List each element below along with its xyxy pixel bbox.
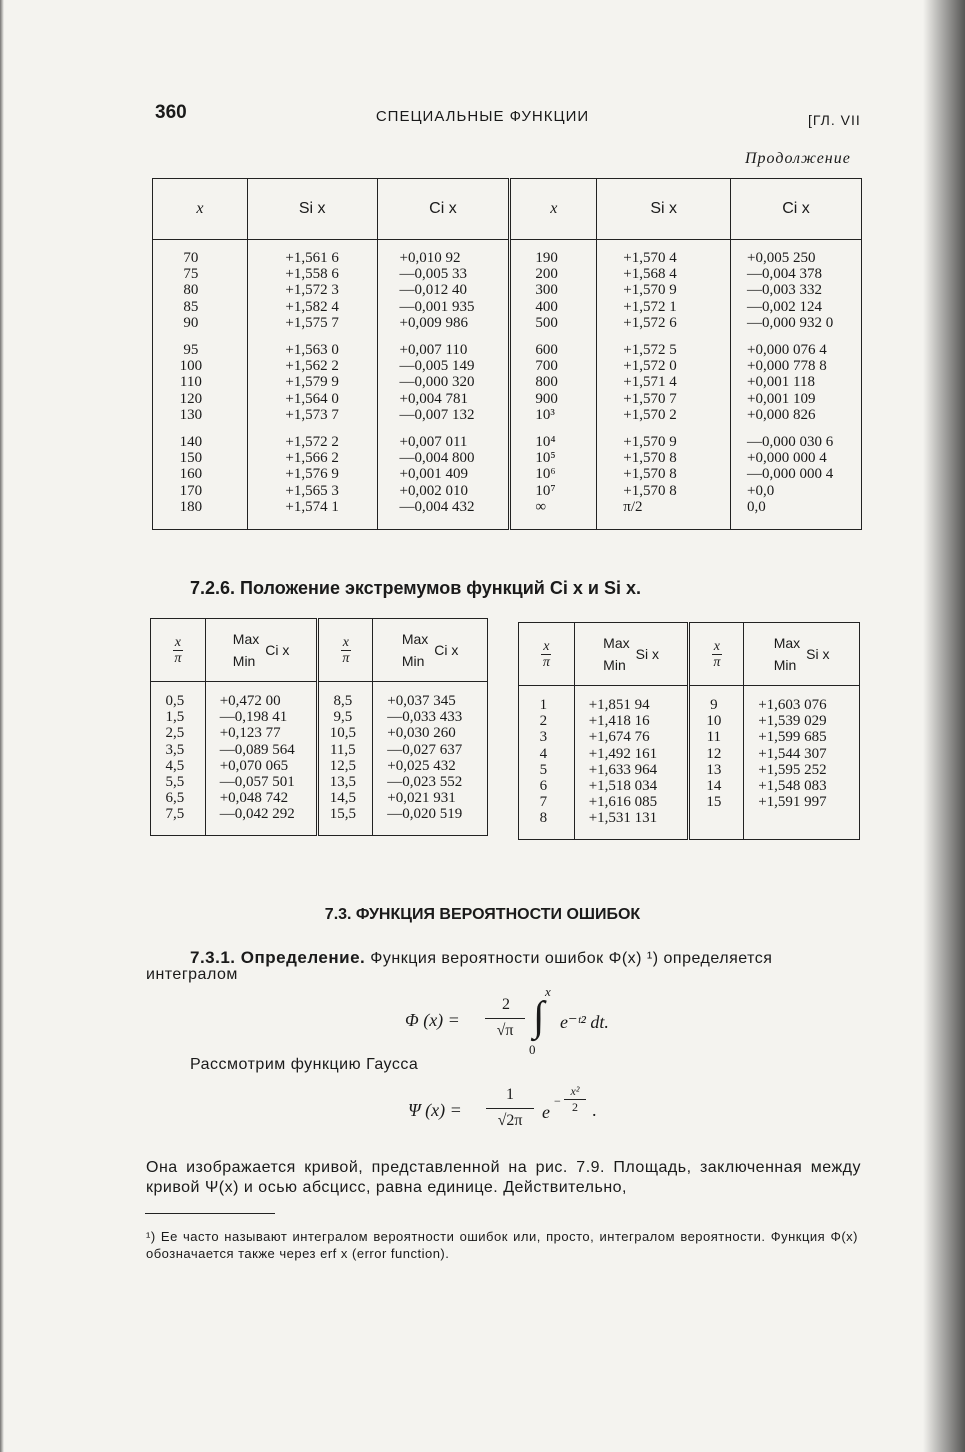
ci-col-values-right [373,682,488,836]
table-cell: +0,001 118 [747,374,815,391]
table-cell: 15 [706,794,722,811]
table-cell: +1,574 1 [285,498,339,515]
table-cell: 100 [179,358,203,375]
table-cell: ∞ [535,498,547,515]
table-cell: —0,027 637 [387,741,463,758]
si-ci-table [152,178,862,530]
table-cell: 700 [535,358,558,375]
table-cell: +1,603 076 [758,697,827,713]
table-cell: 0,0 [747,498,766,515]
running-title: СПЕЦИАЛЬНЫЕ ФУНКЦИИ [375,108,590,125]
table-cell: —0,057 501 [219,774,295,791]
table-cell: 10⁶ [535,466,556,483]
table-cell: 85 [183,298,199,315]
scan-right-edge [923,0,965,1452]
table-cell: +0,002 010 [399,482,468,499]
ci-header-x-right: $\frac{x}{\pi}$ [318,619,373,682]
table-cell: 10⁵ [535,450,556,467]
table-cell: —0,000 030 6 [747,434,834,451]
table-cell: +1,548 083 [758,778,827,795]
table-cell: 1 [539,697,548,713]
table-cell: +1,570 7 [623,390,677,407]
table-cell: +1,674 76 [588,729,650,746]
table-cell: 9 [710,697,718,713]
psi-exp-sign: − [554,1094,561,1108]
table-cell: 11 [706,729,722,746]
table-cell: +1,570 9 [623,282,677,299]
psi-denominator: √2π [497,1112,523,1129]
table-cell: 7 [539,794,548,811]
table-cell: +1,561 6 [285,250,339,266]
table-cell: 90 [183,314,199,331]
column-ci-right [731,240,862,530]
si-header-ext-left: Max MinSi x [574,623,689,686]
ci-col-values-left [205,682,318,836]
table-cell: +1,616 085 [588,794,658,811]
ci-extrema-table [150,618,488,836]
table-cell: +1,576 9 [285,466,339,483]
table-cell: +1,570 8 [623,482,677,499]
table-cell: +0,000 826 [747,406,816,423]
table-cell: +1,595 252 [758,761,827,778]
integral-sign: ∫ [533,994,545,1040]
table-cell: 15,5 [329,806,356,823]
table-cell: 2,5 [165,725,185,742]
si-header-x-right: $\frac{x}{\pi}$ [689,623,744,686]
ci-header-x-left: $\frac{x}{\pi}$ [151,619,206,682]
table-cell: 800 [535,374,558,391]
table-cell: 500 [535,314,558,331]
section-731-line [190,948,870,968]
table-cell: +1,599 685 [758,729,827,746]
table-cell: 5,5 [165,774,185,791]
section-731-continuation: интегралом [146,966,238,983]
table-cell: +1,566 2 [285,450,339,467]
si-header-x-left: $\frac{x}{\pi}$ [519,623,575,686]
table-cell: +0,001 409 [399,466,468,483]
table-cell: +1,571 4 [623,374,677,391]
si-extrema-table [518,622,860,840]
table-cell: 13 [706,761,722,778]
table-cell: 140 [179,434,203,451]
table-cell: +0,000 000 4 [747,450,827,467]
table-cell: +1,531 131 [588,810,658,827]
table-cell: +1,418 16 [588,713,650,730]
table-cell: 160 [179,466,203,483]
table-cell: —0,004 800 [399,450,475,467]
si-col-x-left [519,686,575,840]
table-cell: 10³ [535,406,555,423]
table-cell: 3,5 [165,741,185,758]
si-col-values-right [744,686,860,840]
continuation-label: Продолжение [745,150,851,167]
table-cell: —0,000 932 0 [747,314,834,331]
table-cell: 4,5 [165,757,185,774]
table-cell: 1,5 [165,709,185,726]
footnote: ¹) Ее часто называют интегралом вероятности ошибок или, просто, интегралом вероятности. Функция Φ(x) обозначается также через erf x (error function). [146,1229,858,1261]
table-cell: +1,564 0 [285,390,339,407]
table-cell: —0,004 432 [399,498,475,515]
section-731-text: Функция вероятности ошибок Φ(x) ¹) определяется [370,950,773,967]
phi-lhs: Φ (x) = [405,1010,460,1030]
table-cell: —0,089 564 [219,741,295,758]
table-cell: —0,004 378 [747,266,823,283]
table-cell: +1,570 8 [623,466,677,483]
table-cell: 75 [183,266,199,283]
table-cell: +0,004 781 [399,390,468,407]
si-col-x-right [689,686,744,840]
table-cell: +1,851 94 [588,697,650,713]
phi-integrand: e⁻ᵗ² dt. [560,1012,609,1032]
table-cell: π/2 [623,498,643,515]
table-cell: +0,021 931 [387,790,456,807]
table-cell: +1,518 034 [588,778,658,795]
table-cell: +0,007 011 [399,434,468,451]
psi-exp-base: e [542,1102,550,1122]
table-cell: +0,472 00 [219,693,281,709]
column-ci-left [377,240,510,530]
section-73-title: 7.3. ФУНКЦИЯ ВЕРОЯТНОСТИ ОШИБОК [324,906,641,923]
header-si-right: Si x [597,179,731,240]
table-cell: +1,575 7 [285,314,339,331]
table-cell: +1,492 161 [588,745,658,762]
table-cell: +1,579 9 [285,374,339,391]
table-cell: 10,5 [329,725,356,742]
ci-col-x-left [151,682,206,836]
table-cell: 400 [535,298,558,315]
table-cell: 12 [706,745,722,762]
table-cell: +0,070 065 [219,757,289,774]
table-cell: 6 [539,778,548,795]
table-cell: 80 [183,282,199,299]
table-cell: +1,573 7 [285,406,339,423]
psi-numerator: 1 [506,1086,514,1103]
table-cell: 190 [535,250,558,266]
si-header-ext-right: Max MinSi x [744,623,860,686]
table-cell: +0,000 778 8 [747,358,827,375]
table-cell: +0,048 742 [219,790,289,807]
psi-exp-numerator: x² [570,1084,580,1098]
si-col-values-left [574,686,689,840]
formula-phi [405,984,665,1058]
table-cell: +1,591 997 [758,794,827,811]
table-cell: 8 [539,810,548,827]
table-cell: 14,5 [329,790,356,807]
table-cell: 110 [179,374,202,391]
table-cell: +0,0 [747,482,775,499]
table-cell: +0,005 250 [747,250,816,266]
table-cell: 13,5 [329,774,356,791]
table-cell: 7,5 [165,806,185,823]
ci-col-x-right [318,682,373,836]
table-cell: —0,000 000 4 [747,466,834,483]
table-cell: +0,000 076 4 [747,342,827,359]
psi-lhs: Ψ (x) = [408,1100,462,1120]
table-cell: 95 [183,342,199,359]
table-cell: +1,565 3 [285,482,339,499]
table-cell: 70 [183,250,199,266]
header-ci-right: Ci x [731,179,862,240]
table-cell: +1,570 8 [623,450,677,467]
header-ci-left: Ci x [377,179,510,240]
phi-numerator: 2 [502,996,510,1013]
table-cell: 200 [535,266,558,283]
table-cell: +0,025 432 [387,757,456,774]
table-cell: —0,002 124 [747,298,823,315]
gauss-intro: Рассмотрим функцию Гаусса [190,1056,419,1073]
table-cell: 12,5 [329,757,356,774]
table-cell: —0,042 292 [219,806,295,823]
column-x-right [510,240,597,530]
formula-psi [408,1086,628,1146]
body-paragraph: Она изображается кривой, представленной на рис. 7.9. Площадь, заключенная между кривой Ψ(x) и осью абсцисс, равна единице. Действительно, [146,1159,861,1196]
table-cell: 600 [535,342,558,359]
table-cell: 130 [179,406,203,423]
table-cell: 5 [539,761,548,778]
column-si-left [247,240,377,530]
table-cell: 180 [179,498,203,515]
phi-upper-limit: x [545,984,551,999]
table-cell: +1,558 6 [285,266,339,283]
footnote-rule [145,1213,275,1214]
table-cell: +1,563 0 [285,342,339,359]
ci-header-ext-left: Max MinCi x [205,619,318,682]
table-cell: —0,198 41 [219,709,288,726]
table-cell: 10 [706,713,722,730]
table-cell: 120 [179,390,203,407]
table-cell: —0,020 519 [387,806,463,823]
chapter-ref: [ГЛ. VII [808,112,861,128]
section-731-title: 7.3.1. Определение. [190,948,366,967]
table-cell: 150 [179,450,203,467]
table-cell: +1,572 0 [623,358,677,375]
phi-denominator: √π [496,1022,514,1039]
psi-end: . [592,1100,597,1120]
header-x-left: x [153,179,248,240]
table-cell: 300 [535,282,558,299]
table-cell: —0,023 552 [387,774,463,791]
table-cell: 4 [539,745,548,762]
header-si-left: Si x [247,179,377,240]
table-cell: 11,5 [329,741,356,758]
table-cell: +1,568 4 [623,266,677,283]
table-cell: +1,572 6 [623,314,677,331]
table-cell: +1,570 9 [623,434,677,451]
table-cell: +1,562 2 [285,358,339,375]
table-cell: —0,033 433 [387,709,463,726]
table-cell: 0,5 [165,693,185,709]
table-cell: —0,012 40 [399,282,468,299]
table-cell: —0,003 332 [747,282,823,299]
table-cell: 10⁴ [535,434,556,451]
table-cell: +1,539 029 [758,713,827,730]
table-cell: +1,572 3 [285,282,339,299]
phi-lower-limit: 0 [529,1042,536,1057]
section-726-title: 7.2.6. Положение экстремумов функций Ci x и Si x. [190,578,641,598]
page-number: 360 [155,102,187,123]
table-cell: —0,000 320 [399,374,475,391]
table-cell: +1,582 4 [285,298,339,315]
table-cell: —0,005 149 [399,358,475,375]
table-cell: +0,001 109 [747,390,816,407]
table-cell: 6,5 [165,790,185,807]
table-cell: —0,005 33 [399,266,468,283]
table-cell: +0,010 92 [399,250,461,266]
ci-header-ext-right: Max MinCi x [373,619,488,682]
table-cell: +1,570 4 [623,250,677,266]
table-cell: +0,123 77 [219,725,281,742]
table-cell: +1,544 307 [758,745,827,762]
table-cell: —0,001 935 [399,298,475,315]
table-cell: 9,5 [333,709,353,726]
table-cell: +0,037 345 [387,693,456,709]
table-cell: +1,570 2 [623,406,677,423]
table-cell: 3 [539,729,548,746]
table-cell: +0,007 110 [399,342,468,359]
column-si-right [597,240,731,530]
psi-exp-denominator: 2 [572,1100,578,1114]
column-x-left [153,240,248,530]
table-cell: 2 [539,713,548,730]
table-cell: +1,572 1 [623,298,677,315]
table-cell: +1,572 2 [285,434,339,451]
table-cell: 10⁷ [535,482,556,499]
table-cell: 900 [535,390,558,407]
table-cell: 170 [179,482,203,499]
table-cell: 14 [706,778,722,795]
table-cell: 8,5 [333,693,353,709]
table-cell: +1,572 5 [623,342,677,359]
table-cell: +1,633 964 [588,761,658,778]
table-cell: —0,007 132 [399,406,475,423]
table-cell: +0,009 986 [399,314,468,331]
scan-left-edge [0,0,4,1452]
table-cell: +0,030 260 [387,725,456,742]
header-x-right: x [510,179,597,240]
